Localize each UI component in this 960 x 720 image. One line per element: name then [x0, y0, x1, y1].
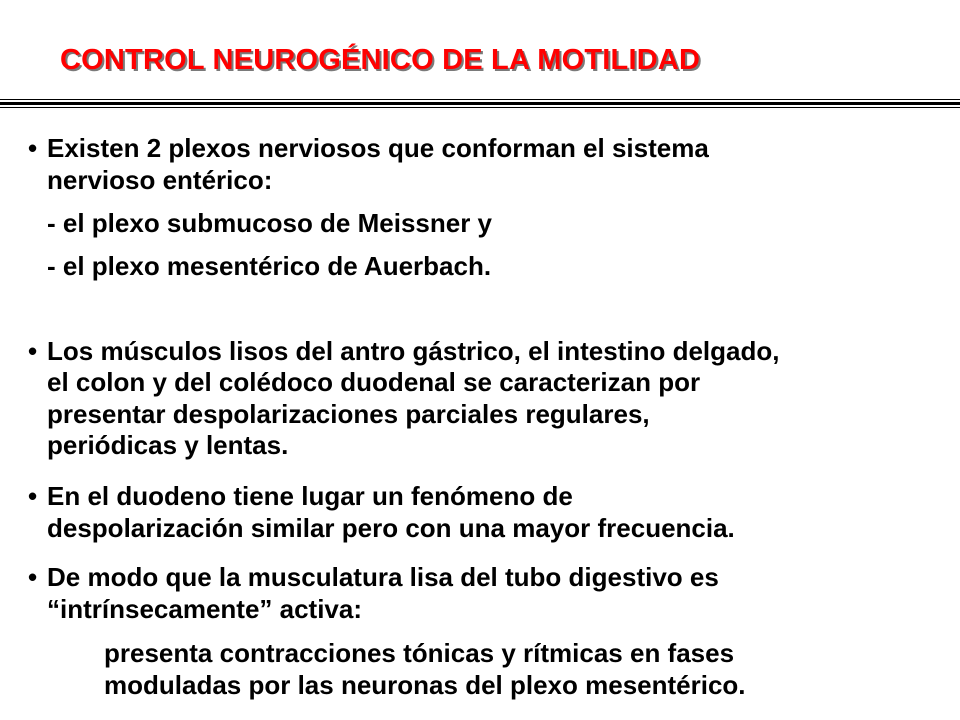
bullet-2-line-3: presentar despolarizaciones parciales regulares, — [47, 399, 650, 429]
bullet-1-line-2: nervioso entérico: — [47, 165, 273, 195]
sub-item-meissner: - el plexo submucoso de Meissner y — [47, 208, 493, 238]
bullet-3-line-2: despolarización similar pero con una mayor frecuencia. — [47, 513, 735, 543]
bullet-2-line-4: periódicas y lentas. — [47, 430, 289, 460]
bullet-2-line-2: el colon y del colédoco duodenal se caracterizan por — [47, 367, 701, 397]
bullet-1-line-1: Existen 2 plexos nerviosos que conforman el sistema — [47, 133, 709, 163]
bullet-2-line-1: Los músculos lisos del antro gástrico, el intestino delgado, — [47, 336, 780, 366]
indented-line-2: moduladas por las neuronas del plexo mesentérico. — [104, 670, 746, 700]
bullet-marker: • — [28, 336, 38, 366]
bullet-marker: • — [28, 481, 38, 511]
bullet-marker: • — [28, 133, 38, 163]
slide-title: CONTROL NEUROGÉNICO DE LA MOTILIDAD — [60, 44, 701, 76]
indented-line-1: presenta contracciones tónicas y rítmicas en fases — [104, 638, 735, 668]
sub-item-auerbach: - el plexo mesentérico de Auerbach. — [47, 251, 492, 281]
bullet-marker: • — [28, 562, 38, 592]
bullet-3-line-1: En el duodeno tiene lugar un fenómeno de — [47, 481, 573, 511]
bullet-4-line-2: “intrínsecamente” activa: — [47, 594, 363, 624]
bullet-4-line-1: De modo que la musculatura lisa del tubo digestivo es — [47, 562, 719, 592]
